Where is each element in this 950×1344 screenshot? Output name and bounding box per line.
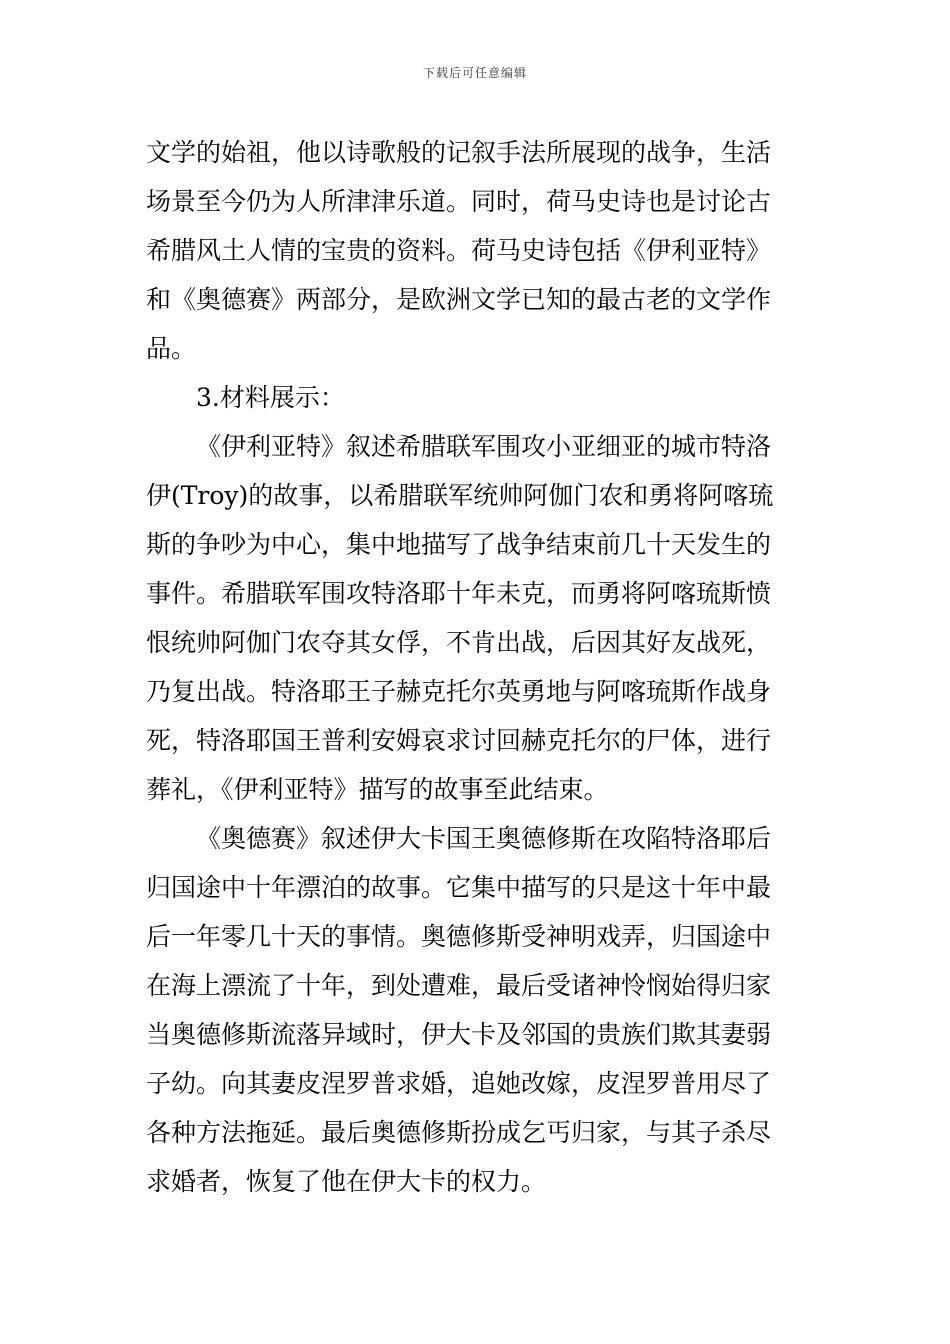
paragraph-iliad [146, 422, 806, 814]
text-line: 希腊风土人情的宝贵的资料。荷马史诗包括《伊利亚特》 [146, 236, 772, 265]
document-body [146, 128, 806, 1206]
text-line: 《伊利亚特》叙述希腊联军围攻小亚细亚的城市特洛 [196, 432, 772, 461]
paragraph-odyssey [146, 814, 806, 1206]
text-line: 各种方法拖延。最后奥德修斯扮成乞丐归家，与其子杀尽 [146, 1118, 772, 1147]
page-header: 下载后可任意编辑 [422, 66, 527, 80]
text-line: 恨统帅阿伽门农夺其女俘，不肯出战，后因其好友战死， [146, 628, 772, 657]
text-line: 事件。希腊联军围攻特洛耶十年未克，而勇将阿喀琉斯愤 [146, 579, 772, 608]
text-line: 死，特洛耶国王普利安姆哀求讨回赫克托尔的尸体，进行 [146, 726, 772, 755]
text-line: 和《奥德赛》两部分，是欧洲文学已知的最古老的文学作 [146, 285, 772, 314]
text-line: 场景至今仍为人所津津乐道。同时，荷马史诗也是讨论古 [146, 187, 772, 216]
text-line: 归国途中十年漂泊的故事。它集中描写的只是这十年中最 [146, 873, 772, 902]
text-line: 葬礼，《伊利亚特》描写的故事至此结束。 [146, 775, 609, 804]
text-line: 斯的争吵为中心，集中地描写了战争结束前几十天发生的 [146, 530, 772, 559]
paragraph-homer-intro [146, 128, 806, 373]
text-line: 当奥德修斯流落异域时，伊大卡及邻国的贵族们欺其妻弱 [146, 1020, 772, 1049]
text-line: 乃复出战。特洛耶王子赫克托尔英勇地与阿喀琉斯作战身 [146, 677, 772, 706]
text-line: 后一年零几十天的事情。奥德修斯受神明戏弄，归国途中 [146, 922, 772, 951]
section-heading: 3.材料展示： [196, 383, 345, 412]
text-line: 子幼。向其妻皮涅罗普求婚，追她改嫁，皮涅罗普用尽了 [146, 1069, 772, 1098]
text-line: 《奥德赛》叙述伊大卡国王奥德修斯在攻陷特洛耶后 [196, 824, 772, 853]
section-heading-materials [146, 373, 806, 422]
text-line: 文学的始祖，他以诗歌般的记叙手法所展现的战争，生活 [146, 138, 772, 167]
text-line: 品。 [146, 334, 197, 363]
text-line: 求婚者，恢复了他在伊大卡的权力。 [146, 1167, 547, 1196]
text-line: 伊(Troy)的故事，以希腊联军统帅阿伽门农和勇将阿喀琉 [146, 481, 774, 510]
text-line: 在海上漂流了十年，到处遭难，最后受诸神怜悯始得归家 [146, 971, 772, 1000]
